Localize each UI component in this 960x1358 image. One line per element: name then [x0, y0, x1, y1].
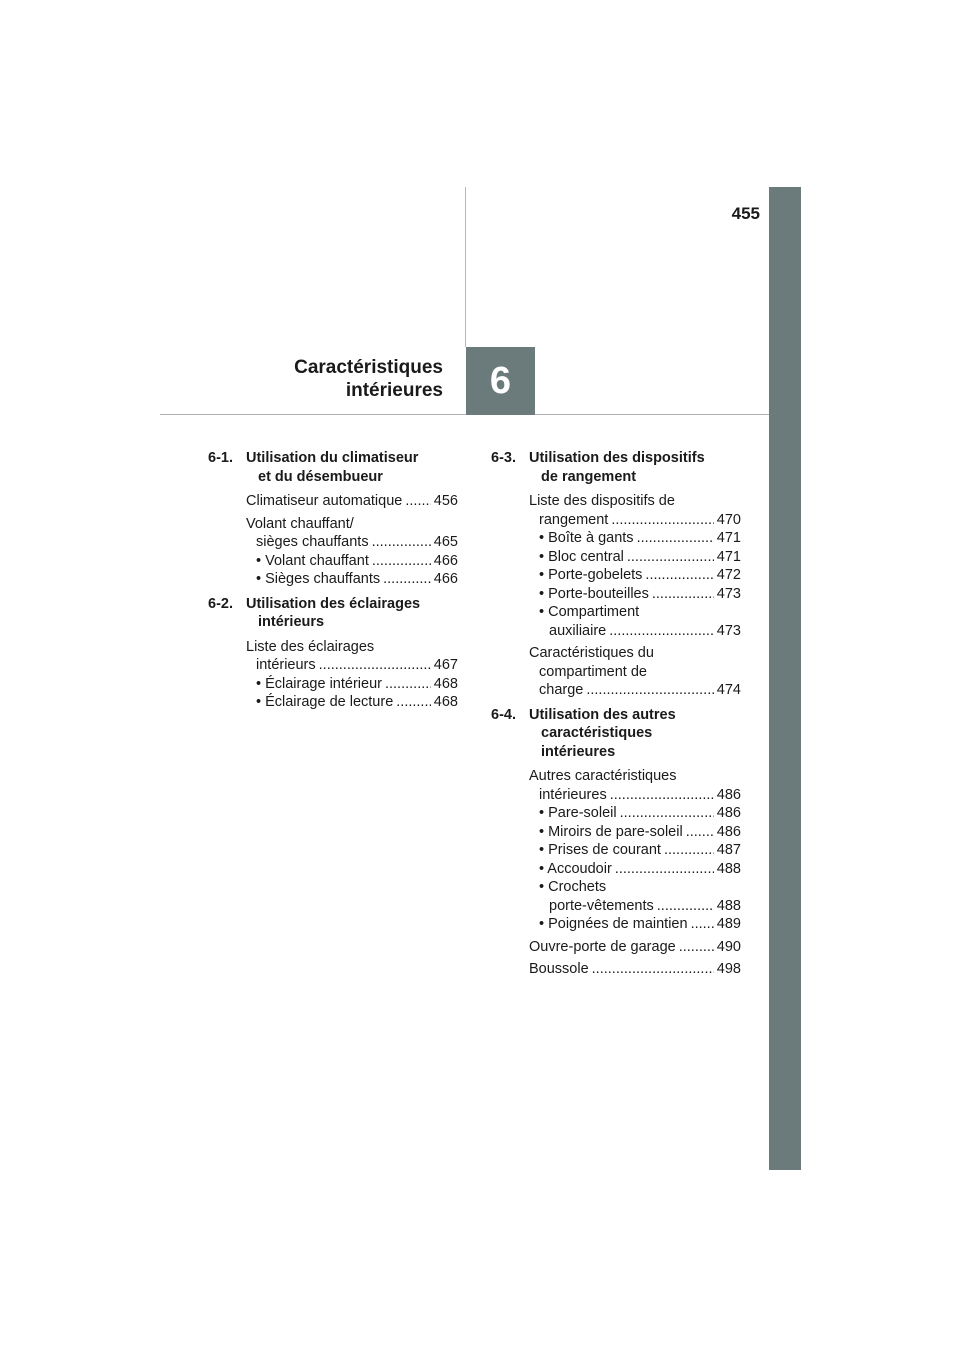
chapter-title [180, 356, 443, 402]
page-ref: 489 [716, 916, 741, 932]
toc-subentry[interactable]: • Porte-gobelets ..... 472 [529, 566, 741, 585]
page-ref: 471 [716, 548, 741, 565]
toc-subentry[interactable]: • Crochets [539, 879, 607, 895]
toc-entry[interactable]: Boussole ..... 498 [529, 960, 741, 979]
page-ref: 486 [716, 823, 741, 840]
toc-section-6-3 [491, 449, 741, 700]
section-title: Utilisation des dispositifs de rangement [529, 450, 705, 485]
page-ref: 470 [716, 511, 741, 528]
toc-subentry[interactable]: • Bloc central ..... 471 [529, 548, 741, 567]
page-ref: 472 [716, 567, 741, 583]
page-ref: 467 [433, 657, 458, 673]
section-number: 6-3. [491, 450, 516, 466]
toc-subentry[interactable]: • Accoudoir ..... 488 [529, 860, 741, 879]
page-ref: 498 [716, 961, 741, 977]
section-number: 6-1. [208, 450, 233, 466]
toc-column-left [208, 449, 458, 718]
section-heading[interactable] [491, 706, 741, 762]
chapter-title-line: Caractéristiques [294, 357, 443, 378]
section-number: 6-2. [208, 595, 233, 612]
chapter-side-tab [769, 187, 801, 1170]
chapter-number-box: 6 [466, 347, 535, 415]
page-ref: 473 [716, 585, 741, 602]
toc-column-right [491, 449, 741, 985]
page-ref: 473 [716, 622, 741, 639]
toc-subentry[interactable]: • Porte-bouteilles ..... 473 [529, 585, 741, 604]
page-ref: 486 [716, 786, 741, 803]
toc-subentry[interactable]: • Pare-soleil ..... 486 [529, 804, 741, 823]
page-ref: 488 [716, 897, 741, 914]
section-title: Utilisation des éclairages intérieurs [246, 595, 421, 630]
page-ref: 490 [716, 938, 741, 955]
toc-subentry[interactable]: • Volant chauffant ..... 466 [246, 552, 458, 571]
page-ref: 471 [716, 530, 741, 546]
page-ref: 468 [433, 675, 458, 692]
toc-section-6-4 [491, 706, 741, 979]
toc-subentry[interactable]: • Compartiment [539, 604, 640, 620]
toc-entry[interactable]: Ouvre-porte de garage ..... 490 [529, 938, 741, 957]
section-number: 6-4. [491, 706, 516, 723]
page-ref: 466 [433, 571, 458, 587]
toc-subentry[interactable]: • Prises de courant ..... 487 [529, 841, 741, 860]
page-ref: 488 [716, 860, 741, 877]
chapter-title-line: intérieures [345, 380, 443, 401]
toc-subentry[interactable]: • Éclairage intérieur ..... 468 [246, 675, 458, 694]
page-ref: 486 [716, 805, 741, 821]
toc-entry[interactable]: Autres caractéristiques intérieures ..... 486 • Pare-soleil ..... 486 • Miroirs de pare-soleil ..... 486 • Prises de courant ..... 487 • Accoudoir ..... 488 • Crochets porte-vêtements ..... 488 • Poignées de maintien ..... 489 [529, 767, 741, 934]
section-title: Utilisation des autres caractéristiques intérieures [529, 706, 676, 760]
page-ref: 468 [433, 694, 458, 710]
toc-entry[interactable]: Liste des éclairages intérieurs ..... 467 • Éclairage intérieur ..... 468 • Éclairage de lecture ..... 468 [246, 638, 458, 712]
header-rule [160, 414, 769, 415]
toc-subentry[interactable]: • Miroirs de pare-soleil ..... 486 [529, 823, 741, 842]
toc-section-6-1 [208, 449, 458, 589]
page-number: 455 [731, 204, 760, 223]
page-ref: 487 [716, 842, 741, 858]
page-ref: 456 [433, 493, 458, 509]
page-ref: 474 [716, 682, 741, 698]
toc-subentry[interactable]: • Éclairage de lecture ..... 468 [246, 693, 458, 712]
section-heading[interactable] [208, 449, 458, 486]
page-ref: 466 [433, 552, 458, 569]
toc-entry[interactable]: Caractéristiques du compartiment de charge ..... 474 [529, 644, 741, 700]
toc-subentry[interactable]: • Boîte à gants ..... 471 [529, 529, 741, 548]
toc-entry[interactable]: Volant chauffant/ sièges chauffants ..... 465 • Volant chauffant ..... 466 • Sièges chauffants ..... 466 [246, 515, 458, 589]
page-ref: 465 [433, 534, 458, 550]
vertical-divider [465, 187, 466, 347]
section-heading[interactable] [491, 449, 741, 486]
toc-subentry[interactable]: • Poignées de maintien ..... 489 [529, 915, 741, 934]
toc-entry[interactable]: Climatiseur automatique ..... 456 [246, 492, 458, 511]
section-title: Utilisation du climatiseur et du désembueur [246, 450, 419, 485]
toc-subentry[interactable]: • Sièges chauffants ..... 466 [246, 570, 458, 589]
toc-entry[interactable]: Liste des dispositifs de rangement ..... 470 • Boîte à gants ..... 471 • Bloc central ..... 471 • Porte-gobelets ..... 472 • Porte-bouteilles ..... 473 • Compartiment auxiliaire ..... 473 [529, 492, 741, 640]
toc-section-6-2 [208, 595, 458, 712]
section-heading[interactable] [208, 595, 458, 632]
